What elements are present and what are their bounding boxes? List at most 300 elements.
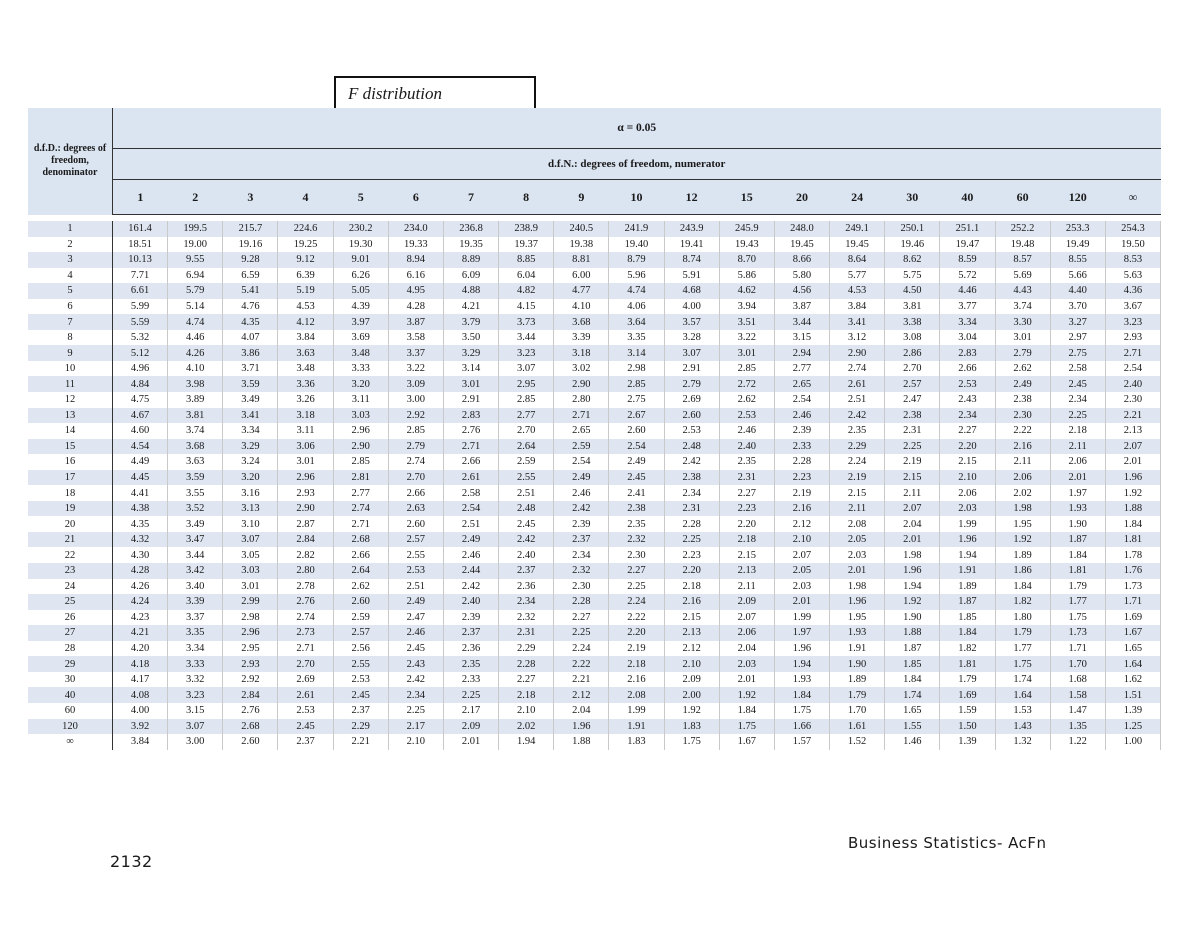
table-cell: 2.28 (664, 516, 719, 532)
table-row (28, 516, 1161, 532)
table-row (28, 268, 1161, 284)
table-cell: 3.00 (168, 734, 223, 750)
row-label: 14 (28, 423, 113, 439)
table-cell: 8.79 (609, 252, 664, 268)
table-cell: 2.24 (554, 641, 609, 657)
table-cell: 4.49 (113, 454, 168, 470)
table-cell: 8.94 (388, 252, 443, 268)
table-cell: 4.53 (830, 283, 885, 299)
table-cell: 1.00 (1105, 734, 1160, 750)
table-cell: 2.94 (774, 345, 829, 361)
table-cell: 1.61 (830, 719, 885, 735)
table-cell: 1.32 (995, 734, 1050, 750)
table-cell: 2.32 (554, 563, 609, 579)
table-cell: 2.62 (719, 392, 774, 408)
table-cell: 2.09 (443, 719, 498, 735)
table-cell: 2.05 (774, 563, 829, 579)
table-cell: 2.49 (609, 454, 664, 470)
table-cell: 2.56 (333, 641, 388, 657)
row-label: 120 (28, 719, 113, 735)
table-cell: 2.18 (719, 532, 774, 548)
table-cell: 8.53 (1105, 252, 1160, 268)
table-row (28, 330, 1161, 346)
table-cell: 253.3 (1050, 221, 1105, 237)
table-cell: 1.82 (940, 641, 995, 657)
table-cell: 2.10 (664, 656, 719, 672)
table-cell: 2.02 (995, 485, 1050, 501)
table-cell: 3.74 (168, 423, 223, 439)
table-cell: 2.35 (609, 516, 664, 532)
table-row (28, 392, 1161, 408)
row-label: 10 (28, 361, 113, 377)
table-cell: 4.15 (499, 299, 554, 315)
table-cell: 2.19 (830, 470, 885, 486)
table-cell: 1.71 (1050, 641, 1105, 657)
table-cell: 1.92 (885, 594, 940, 610)
table-cell: 4.21 (113, 625, 168, 641)
table-cell: 2.45 (278, 719, 333, 735)
table-cell: 2.79 (664, 376, 719, 392)
table-cell: 1.47 (1050, 703, 1105, 719)
table-cell: 1.75 (1050, 610, 1105, 626)
table-cell: 2.36 (499, 579, 554, 595)
table-cell: 2.42 (830, 408, 885, 424)
table-cell: 3.44 (168, 547, 223, 563)
row-label: 13 (28, 408, 113, 424)
table-cell: 4.41 (113, 485, 168, 501)
table-cell: 3.49 (223, 392, 278, 408)
table-cell: 9.28 (223, 252, 278, 268)
table-cell: 4.84 (113, 376, 168, 392)
table-cell: 2.96 (278, 470, 333, 486)
table-cell: 2.44 (443, 563, 498, 579)
table-cell: 2.69 (278, 672, 333, 688)
table-row (28, 734, 1161, 750)
table-cell: 1.96 (774, 641, 829, 657)
table-cell: 2.76 (443, 423, 498, 439)
table-cell: 2.85 (499, 392, 554, 408)
table-cell: 2.31 (499, 625, 554, 641)
table-cell: 4.75 (113, 392, 168, 408)
table-cell: 3.29 (443, 345, 498, 361)
table-cell: 1.92 (664, 703, 719, 719)
table-cell: 3.13 (223, 501, 278, 517)
table-cell: 2.66 (333, 547, 388, 563)
table-cell: 3.59 (168, 470, 223, 486)
table-cell: 3.14 (609, 345, 664, 361)
row-label: 11 (28, 376, 113, 392)
table-cell: 2.71 (333, 516, 388, 532)
table-cell: 4.28 (388, 299, 443, 315)
table-cell: 8.62 (885, 252, 940, 268)
table-cell: 2.03 (774, 579, 829, 595)
table-cell: 2.67 (609, 408, 664, 424)
table-cell: 2.00 (664, 687, 719, 703)
table-cell: 1.66 (774, 719, 829, 735)
table-cell: 2.39 (443, 610, 498, 626)
table-cell: 3.05 (223, 547, 278, 563)
table-cell: 2.17 (388, 719, 443, 735)
table-cell: 1.87 (940, 594, 995, 610)
table-cell: 4.56 (774, 283, 829, 299)
table-cell: 2.37 (499, 563, 554, 579)
table-cell: 8.85 (499, 252, 554, 268)
table-cell: 238.9 (499, 221, 554, 237)
table-cell: 2.70 (278, 656, 333, 672)
table-cell: 3.15 (774, 330, 829, 346)
table-cell: 8.81 (554, 252, 609, 268)
table-cell: 1.89 (995, 547, 1050, 563)
table-cell: 2.21 (1105, 408, 1160, 424)
table-cell: 1.94 (940, 547, 995, 563)
table-cell: 2.45 (388, 641, 443, 657)
table-cell: 4.24 (113, 594, 168, 610)
table-cell: 1.89 (830, 672, 885, 688)
table-cell: 1.84 (1105, 516, 1160, 532)
table-cell: 5.32 (113, 330, 168, 346)
table-cell: 3.84 (278, 330, 333, 346)
table-cell: 2.46 (554, 485, 609, 501)
table-cell: 245.9 (719, 221, 774, 237)
table-cell: 2.45 (1050, 376, 1105, 392)
table-cell: 2.38 (995, 392, 1050, 408)
table-cell: 1.87 (885, 641, 940, 657)
table-cell: 2.31 (664, 501, 719, 517)
table-cell: 5.19 (278, 283, 333, 299)
table-cell: 1.96 (554, 719, 609, 735)
table-cell: 3.79 (443, 314, 498, 330)
table-cell: 1.95 (995, 516, 1050, 532)
table-cell: 2.30 (554, 579, 609, 595)
table-cell: 2.28 (554, 594, 609, 610)
column-header-row (28, 180, 1161, 215)
table-cell: 3.98 (168, 376, 223, 392)
table-cell: 1.69 (940, 687, 995, 703)
table-row (28, 439, 1161, 455)
table-cell: 8.59 (940, 252, 995, 268)
table-cell: 2.30 (995, 408, 1050, 424)
table-cell: 2.60 (388, 516, 443, 532)
table-cell: 2.32 (609, 532, 664, 548)
table-cell: 1.94 (499, 734, 554, 750)
table-cell: 3.42 (168, 563, 223, 579)
table-cell: 9.55 (168, 252, 223, 268)
table-cell: 2.25 (443, 687, 498, 703)
table-cell: 19.45 (830, 237, 885, 253)
table-cell: 19.41 (664, 237, 719, 253)
table-cell: 2.11 (1050, 439, 1105, 455)
table-cell: 19.48 (995, 237, 1050, 253)
table-cell: 3.30 (995, 314, 1050, 330)
table-cell: 2.64 (333, 563, 388, 579)
table-cell: 2.68 (223, 719, 278, 735)
table-cell: 3.87 (774, 299, 829, 315)
table-cell: 2.27 (554, 610, 609, 626)
table-cell: 3.20 (223, 470, 278, 486)
table-cell: 3.52 (168, 501, 223, 517)
row-label: 24 (28, 579, 113, 595)
table-cell: 2.54 (609, 439, 664, 455)
table-row (28, 579, 1161, 595)
row-label: 6 (28, 299, 113, 315)
table-cell: 1.93 (830, 625, 885, 641)
table-cell: 8.55 (1050, 252, 1105, 268)
table-cell: 3.28 (664, 330, 719, 346)
table-cell: 2.51 (388, 579, 443, 595)
table-cell: 2.38 (609, 501, 664, 517)
table-cell: 254.3 (1105, 221, 1160, 237)
table-cell: 2.90 (333, 439, 388, 455)
table-cell: 1.83 (609, 734, 664, 750)
table-cell: 251.1 (940, 221, 995, 237)
table-cell: 2.58 (443, 485, 498, 501)
table-cell: 2.07 (719, 610, 774, 626)
table-cell: 5.77 (830, 268, 885, 284)
table-cell: 2.23 (719, 501, 774, 517)
table-cell: 19.50 (1105, 237, 1160, 253)
table-cell: 4.30 (113, 547, 168, 563)
table-cell: 2.19 (885, 454, 940, 470)
table-cell: 1.25 (1105, 719, 1160, 735)
table-cell: 19.49 (1050, 237, 1105, 253)
table-cell: 243.9 (664, 221, 719, 237)
course-footer: Business Statistics- AcFn (848, 834, 1047, 852)
table-cell: 2.73 (278, 625, 333, 641)
table-cell: 3.01 (719, 345, 774, 361)
table-cell: 1.50 (940, 719, 995, 735)
table-row (28, 485, 1161, 501)
table-cell: 2.04 (885, 516, 940, 532)
table-cell: 2.59 (499, 454, 554, 470)
table-cell: 2.36 (443, 641, 498, 657)
table-cell: 2.28 (499, 656, 554, 672)
table-cell: 2.35 (719, 454, 774, 470)
table-cell: 2.92 (223, 672, 278, 688)
table-cell: 2.33 (774, 439, 829, 455)
table-cell: 3.41 (223, 408, 278, 424)
table-cell: 2.34 (499, 594, 554, 610)
table-cell: 2.01 (885, 532, 940, 548)
table-cell: 2.31 (885, 423, 940, 439)
table-cell: 3.01 (223, 579, 278, 595)
table-cell: 3.44 (499, 330, 554, 346)
table-cell: 2.53 (664, 423, 719, 439)
table-cell: 4.00 (113, 703, 168, 719)
table-row (28, 687, 1161, 703)
table-cell: 4.43 (995, 283, 1050, 299)
table-cell: 2.09 (719, 594, 774, 610)
table-cell: 2.25 (609, 579, 664, 595)
table-cell: 3.29 (223, 439, 278, 455)
table-row (28, 423, 1161, 439)
table-cell: 2.04 (719, 641, 774, 657)
table-cell: 2.29 (333, 719, 388, 735)
table-cell: 2.74 (830, 361, 885, 377)
table-cell: 3.50 (443, 330, 498, 346)
table-cell: 2.55 (499, 470, 554, 486)
table-cell: 1.73 (1105, 579, 1160, 595)
table-cell: 2.09 (664, 672, 719, 688)
table-cell: 2.81 (333, 470, 388, 486)
table-cell: 2.74 (278, 610, 333, 626)
table-cell: 1.65 (885, 703, 940, 719)
table-cell: 249.1 (830, 221, 885, 237)
table-cell: 4.82 (499, 283, 554, 299)
table-cell: 1.68 (1050, 672, 1105, 688)
table-cell: 2.18 (1050, 423, 1105, 439)
table-cell: 1.59 (940, 703, 995, 719)
column-header: ∞ (1105, 180, 1160, 215)
table-cell: 1.67 (719, 734, 774, 750)
table-cell: 2.40 (1105, 376, 1160, 392)
table-cell: 1.95 (830, 610, 885, 626)
table-cell: 3.09 (388, 376, 443, 392)
table-cell: 199.5 (168, 221, 223, 237)
column-header: 2 (168, 180, 223, 215)
row-label: 5 (28, 283, 113, 299)
table-cell: 2.83 (940, 345, 995, 361)
table-cell: 1.77 (1050, 594, 1105, 610)
table-cell: 3.01 (278, 454, 333, 470)
table-row (28, 221, 1161, 237)
table-cell: 5.99 (113, 299, 168, 315)
table-cell: 3.84 (113, 734, 168, 750)
table-cell: 3.03 (333, 408, 388, 424)
table-cell: 2.01 (830, 563, 885, 579)
table-cell: 2.25 (1050, 408, 1105, 424)
table-cell: 1.78 (1105, 547, 1160, 563)
table-cell: 2.53 (278, 703, 333, 719)
table-cell: 215.7 (223, 221, 278, 237)
table-cell: 5.69 (995, 268, 1050, 284)
table-cell: 4.46 (940, 283, 995, 299)
table-cell: 5.63 (1105, 268, 1160, 284)
page-number: 2132 (110, 852, 153, 871)
table-cell: 3.11 (278, 423, 333, 439)
table-cell: 3.67 (1105, 299, 1160, 315)
table-cell: 1.70 (830, 703, 885, 719)
table-cell: 2.11 (830, 501, 885, 517)
table-cell: 2.72 (719, 376, 774, 392)
table-cell: 19.45 (774, 237, 829, 253)
table-cell: 1.90 (830, 656, 885, 672)
table-cell: 3.49 (168, 516, 223, 532)
table-cell: 3.81 (885, 299, 940, 315)
table-cell: 3.26 (278, 392, 333, 408)
table-cell: 3.81 (168, 408, 223, 424)
table-cell: 1.88 (885, 625, 940, 641)
table-row (28, 532, 1161, 548)
table-cell: 1.84 (1050, 547, 1105, 563)
table-cell: 3.07 (223, 532, 278, 548)
table-cell: 4.67 (113, 408, 168, 424)
table-cell: 2.33 (443, 672, 498, 688)
table-cell: 5.96 (609, 268, 664, 284)
table-cell: 2.41 (609, 485, 664, 501)
table-cell: 2.39 (554, 516, 609, 532)
row-label: 30 (28, 672, 113, 688)
table-cell: 1.43 (995, 719, 1050, 735)
table-cell: 2.03 (830, 547, 885, 563)
column-header: 12 (664, 180, 719, 215)
table-cell: 2.38 (885, 408, 940, 424)
table-cell: 3.69 (333, 330, 388, 346)
table-cell: 4.35 (223, 314, 278, 330)
table-cell: 2.10 (388, 734, 443, 750)
table-cell: 19.16 (223, 237, 278, 253)
table-cell: 2.66 (388, 485, 443, 501)
table-cell: 3.44 (774, 314, 829, 330)
table-cell: 2.40 (443, 594, 498, 610)
column-header: 24 (830, 180, 885, 215)
table-cell: 5.59 (113, 314, 168, 330)
row-label: 9 (28, 345, 113, 361)
table-cell: 1.75 (774, 703, 829, 719)
table-cell: 3.16 (223, 485, 278, 501)
table-cell: 2.37 (333, 703, 388, 719)
table-cell: 1.35 (1050, 719, 1105, 735)
table-cell: 1.97 (1050, 485, 1105, 501)
table-cell: 250.1 (885, 221, 940, 237)
table-cell: 1.74 (885, 687, 940, 703)
table-cell: 1.90 (1050, 516, 1105, 532)
table-cell: 3.63 (278, 345, 333, 361)
table-cell: 3.41 (830, 314, 885, 330)
table-cell: 4.00 (664, 299, 719, 315)
table-cell: 4.38 (113, 501, 168, 517)
table-cell: 2.91 (443, 392, 498, 408)
table-cell: 230.2 (333, 221, 388, 237)
table-row (28, 563, 1161, 579)
table-cell: 2.77 (499, 408, 554, 424)
table-cell: 3.04 (940, 330, 995, 346)
table-cell: 3.70 (1050, 299, 1105, 315)
table-cell: 2.46 (719, 423, 774, 439)
table-cell: 4.23 (113, 610, 168, 626)
table-cell: 234.0 (388, 221, 443, 237)
table-cell: 2.57 (885, 376, 940, 392)
table-cell: 2.49 (554, 470, 609, 486)
table-cell: 2.53 (940, 376, 995, 392)
table-cell: 2.84 (223, 687, 278, 703)
table-cell: 5.79 (168, 283, 223, 299)
table-cell: 2.07 (885, 501, 940, 517)
table-row (28, 719, 1161, 735)
table-cell: 2.28 (774, 454, 829, 470)
column-header: 60 (995, 180, 1050, 215)
table-cell: 2.55 (388, 547, 443, 563)
table-cell: 2.20 (940, 439, 995, 455)
table-cell: 3.01 (443, 376, 498, 392)
table-cell: 2.20 (664, 563, 719, 579)
table-row (28, 610, 1161, 626)
table-cell: 3.63 (168, 454, 223, 470)
table-cell: 2.91 (664, 361, 719, 377)
table-cell: 2.87 (278, 516, 333, 532)
table-cell: 1.84 (940, 625, 995, 641)
table-cell: 1.73 (1050, 625, 1105, 641)
table-body (28, 215, 1161, 750)
table-cell: 236.8 (443, 221, 498, 237)
table-cell: 2.01 (443, 734, 498, 750)
table-cell: 3.34 (940, 314, 995, 330)
table-cell: 2.29 (830, 439, 885, 455)
column-header: 30 (885, 180, 940, 215)
table-cell: 4.68 (664, 283, 719, 299)
table-cell: 4.46 (168, 330, 223, 346)
table-cell: 2.66 (940, 361, 995, 377)
table-cell: 1.92 (719, 687, 774, 703)
